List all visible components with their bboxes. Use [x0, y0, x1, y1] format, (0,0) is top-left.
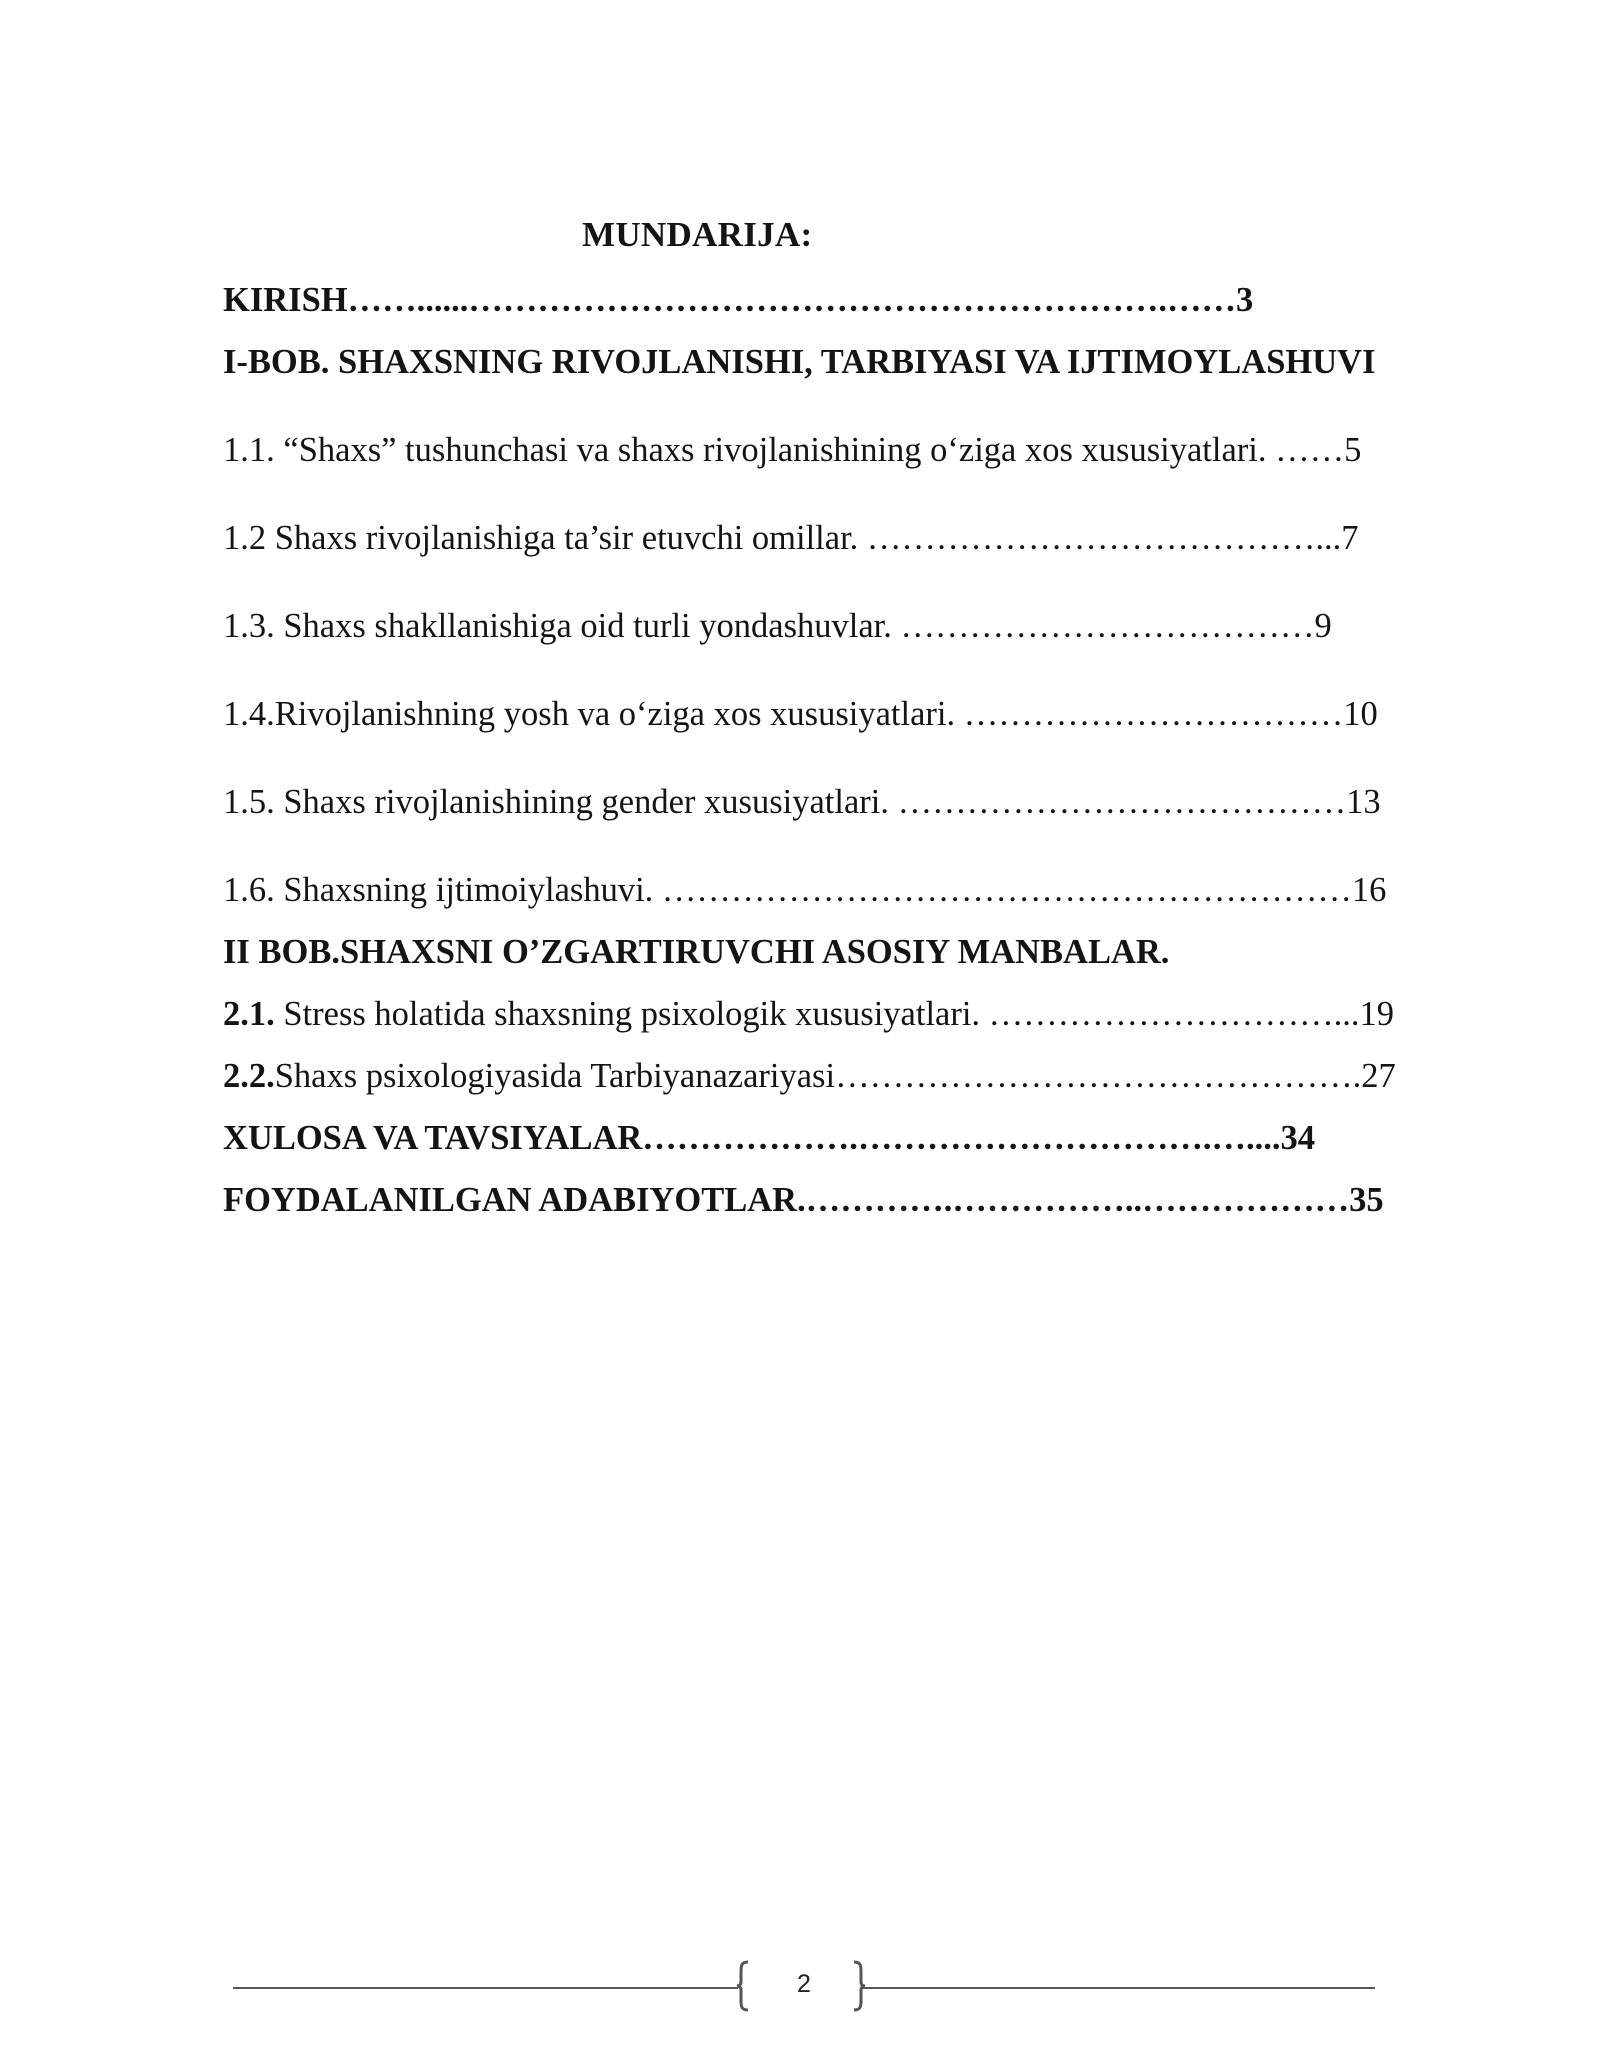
footer-rule-right — [862, 1987, 1375, 1989]
page-number: 2 — [797, 1970, 811, 1998]
toc-entry-2-2-number: 2.2. — [223, 1057, 275, 1095]
toc-entry-1-5: 1.5. Shaxs rivojlanishining gender xususiyatlari. …………………………………13 — [223, 783, 1381, 821]
toc-entry-xulosa: XULOSA VA TAVSIYALAR……………….………………………….…....34 — [223, 1119, 1316, 1157]
footer-rule-left — [233, 1987, 738, 1989]
toc-entry-1-2: 1.2 Shaxs rivojlanishiga ta’sir etuvchi omillar. …………………………………...7 — [223, 519, 1359, 557]
toc-entry-adabiyotlar: FOYDALANILGAN ADABIYOTLAR.………….……………..………………35 — [223, 1181, 1384, 1219]
toc-entry-1-4: 1.4.Rivojlanishning yosh va o‘ziga xos xususiyatlari. ……………………………10 — [223, 695, 1378, 733]
toc-entry-1-3: 1.3. Shaxs shakllanishiga oid turli yondashuvlar. ………………………………9 — [223, 607, 1332, 645]
toc-title: MUNDARIJA: — [582, 215, 813, 254]
footer-right-brace-icon — [852, 1960, 866, 2012]
toc-entry-2-1 — [223, 997, 1394, 1032]
toc-entry-kirish: KIRISH……......…………………………………………………….……3 — [223, 281, 1254, 319]
toc-entry-2-2 — [223, 1059, 1396, 1094]
toc-entry-1-6: 1.6. Shaxsning ijtimoiylashuvi. ……………………………………………………16 — [223, 871, 1387, 909]
toc-chapter-2: II BOB.SHAXSNI O’ZGARTIRUVCHI ASOSIY MANBALAR. — [223, 933, 1170, 971]
footer-left-brace-icon — [736, 1960, 750, 2012]
toc-chapter-1: I-BOB. SHAXSNING RIVOJLANISHI, TARBIYASI VA IJTIMOYLASHUVI — [223, 343, 1376, 381]
toc-entry-1-1: 1.1. “Shaxs” tushunchasi va shaxs rivojlanishining o‘ziga xos xususiyatlari. ……5 — [223, 431, 1362, 469]
toc-entry-2-1-number: 2.1. — [223, 995, 275, 1033]
toc-entry-2-2-text: Shaxs psixologiyasida Tarbiyanazariyasi……………………………………….27 — [274, 1057, 1396, 1095]
toc-entry-2-1-text: Stress holatida shaxsning psixologik xususiyatlari. …………………………...19 — [274, 995, 1395, 1033]
